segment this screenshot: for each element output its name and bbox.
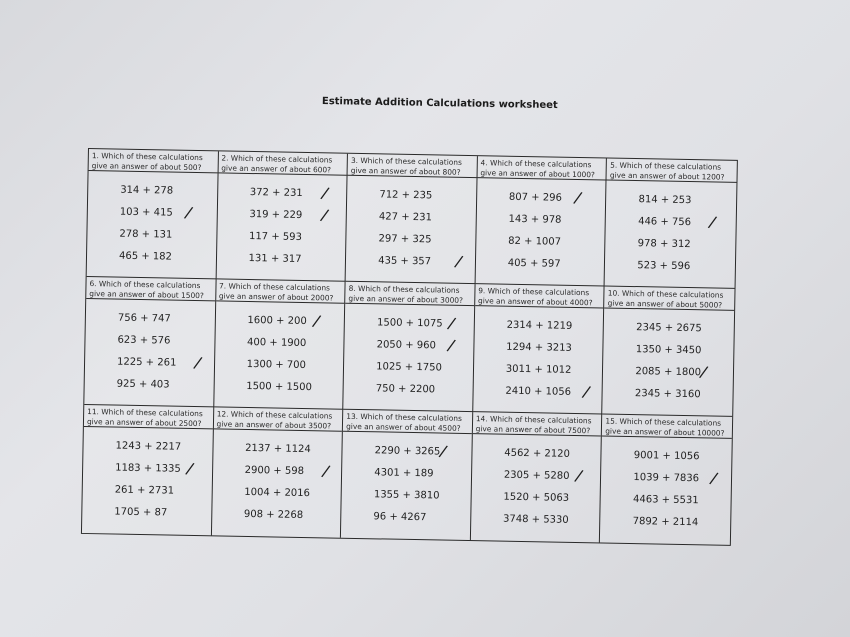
question-cell: [475, 156, 607, 286]
calculation-list: [346, 176, 476, 274]
question-cell: [82, 405, 214, 535]
calculation-text: 1350 + 3450: [635, 344, 702, 357]
calculation-list: [471, 434, 601, 532]
calculation-item: [347, 184, 476, 208]
calculation-list: [341, 432, 471, 530]
calculation-text: 2085 + 1800: [635, 366, 702, 379]
calculation-text: 2290 + 3265: [374, 445, 441, 458]
question-heading: [89, 149, 218, 173]
calculation-text: 1243 + 2217: [115, 440, 182, 453]
calculation-text: 2345 + 3160: [634, 388, 701, 401]
calculation-text: 405 + 597: [507, 257, 561, 270]
question-cell: [605, 159, 737, 289]
calculation-text: 297 + 325: [378, 233, 432, 246]
question-text: 13. Which of these calculations: [346, 411, 462, 423]
handwritten-tick-mark: /: [184, 458, 196, 479]
calculation-item: [83, 457, 212, 481]
handwritten-tick-mark: /: [572, 187, 584, 208]
calculation-item: [476, 208, 605, 232]
calculation-list: [84, 299, 214, 397]
calculation-item: [603, 360, 733, 384]
question-cell: [87, 149, 219, 279]
calculation-item: [342, 440, 471, 464]
calculation-text: 908 + 2268: [243, 508, 304, 522]
calculation-item: [346, 228, 475, 252]
calculation-text: 1300 + 700: [246, 358, 307, 372]
calculation-text: 1705 + 87: [114, 506, 168, 519]
question-heading: [605, 286, 735, 310]
calculation-text: 1225 + 261: [116, 356, 177, 369]
calculation-item: [601, 488, 731, 512]
calculation-item: [344, 378, 473, 402]
calculation-list: [605, 181, 736, 279]
calculation-item: [344, 334, 473, 358]
calculation-text: 756 + 747: [117, 312, 171, 325]
calculation-item: [83, 479, 212, 503]
handwritten-tick-mark: /: [453, 251, 465, 272]
calculation-text: 1500 + 1500: [246, 380, 312, 394]
calculation-item: [84, 373, 213, 397]
question-cell: [212, 407, 344, 537]
calculation-text: 2900 + 598: [244, 464, 305, 478]
calculation-item: [477, 186, 606, 210]
question-heading: [473, 412, 602, 436]
question-heading: [348, 154, 477, 178]
calculation-list: [473, 306, 603, 404]
question-heading: [345, 282, 474, 306]
question-heading: [607, 159, 737, 183]
handwritten-tick-mark: /: [446, 313, 458, 334]
calculation-text: 623 + 576: [117, 334, 171, 347]
question-text: 2. Which of these calculations: [221, 153, 333, 165]
calculation-item: [473, 380, 602, 404]
calculation-text: 4463 + 5531: [632, 494, 699, 507]
calculation-text: 96 + 4267: [373, 511, 427, 524]
calculation-item: [342, 462, 471, 486]
calculation-item: [474, 358, 603, 382]
calculation-item: [606, 189, 736, 213]
calculation-item: [606, 211, 736, 235]
calculation-item: [474, 314, 603, 338]
handwritten-tick-mark: /: [698, 361, 710, 382]
calculation-text: 523 + 596: [637, 260, 691, 273]
calculation-list: [87, 171, 217, 269]
question-text: 9. Which of these calculations: [478, 286, 590, 298]
question-text: give an answer of about 1000?: [480, 168, 595, 180]
calculation-text: 1025 + 1750: [376, 361, 442, 374]
question-text: give an answer of about 1500?: [89, 289, 204, 301]
calculation-item: [602, 444, 732, 468]
calculation-item: [213, 459, 342, 483]
calculation-item: [605, 255, 735, 279]
question-cell: [343, 282, 475, 412]
calculation-text: 2314 + 1219: [506, 319, 573, 332]
calculation-text: 1520 + 5063: [503, 491, 570, 504]
question-text: give an answer of about 1200?: [609, 170, 725, 182]
calculation-text: 712 + 235: [379, 189, 433, 202]
calculation-text: 1183 + 1335: [115, 462, 181, 475]
calculation-text: 435 + 357: [378, 255, 432, 268]
calculation-text: 1500 + 1075: [376, 317, 443, 330]
calculation-item: [87, 223, 216, 247]
calculation-text: 2345 + 2675: [636, 322, 702, 335]
calculation-item: [345, 312, 474, 336]
question-heading: [84, 405, 213, 429]
question-text: give an answer of about 3500?: [216, 419, 332, 431]
question-text: 10. Which of these calculations: [607, 288, 724, 300]
calculation-item: [600, 510, 730, 534]
calculation-item: [86, 307, 215, 331]
question-cell: [341, 410, 473, 540]
calculation-text: 4562 + 2120: [504, 447, 571, 460]
question-text: 5. Which of these calculations: [610, 160, 722, 172]
calculation-item: [212, 481, 341, 505]
calculation-item: [214, 353, 343, 377]
calculation-text: 1039 + 7836: [633, 472, 700, 485]
calculation-item: [472, 464, 601, 488]
handwritten-tick-mark: /: [707, 212, 719, 232]
calculation-text: 465 + 182: [118, 250, 173, 263]
calculation-text: 750 + 2200: [375, 383, 436, 396]
calculation-item: [217, 225, 346, 249]
calculation-text: 2305 + 5280: [503, 469, 570, 482]
question-text: 6. Which of these calculations: [89, 279, 201, 291]
question-text: 3. Which of these calculations: [350, 155, 462, 167]
calculation-item: [347, 206, 476, 230]
calculation-item: [215, 309, 344, 333]
question-heading: [213, 407, 342, 431]
calculation-text: 925 + 403: [116, 378, 170, 391]
question-text: 14. Which of these calculations: [475, 414, 592, 426]
question-heading: [218, 151, 347, 175]
calculation-item: [83, 435, 212, 459]
question-cell: [471, 412, 603, 542]
worksheet-title: Estimate Addition Calculations worksheet: [321, 96, 558, 112]
question-heading: [477, 156, 606, 180]
calculation-text: 117 + 593: [248, 230, 303, 243]
calculation-item: [471, 486, 600, 510]
question-cell: [600, 414, 732, 544]
calculation-item: [216, 247, 345, 271]
question-cell: [216, 151, 348, 281]
question-text: give an answer of about 4500?: [346, 421, 461, 433]
handwritten-tick-mark: /: [318, 205, 330, 225]
calculation-text: 1294 + 3213: [506, 341, 572, 354]
calculation-item: [476, 230, 605, 254]
calculation-item: [476, 252, 605, 276]
calculation-text: 2410 + 1056: [505, 385, 572, 398]
handwritten-tick-mark: /: [573, 465, 585, 486]
handwritten-tick-mark: /: [310, 310, 322, 331]
question-cell: [473, 284, 605, 414]
calculation-item: [214, 375, 343, 399]
question-heading: [86, 277, 215, 301]
question-heading: [343, 410, 472, 434]
question-text: 1. Which of these calculations: [91, 151, 203, 163]
calculation-text: 3011 + 1012: [505, 363, 572, 376]
calculation-text: 1600 + 200: [247, 314, 307, 328]
handwritten-tick-mark: /: [437, 441, 450, 461]
question-text: give an answer of about 600?: [221, 163, 332, 175]
question-text: 15. Which of these calculations: [605, 416, 722, 428]
calculation-list: [344, 304, 474, 402]
calculation-list: [476, 178, 606, 276]
calculation-list: [600, 436, 731, 534]
calculation-list: [214, 301, 344, 399]
calculation-item: [218, 181, 347, 205]
calculation-text: 1004 + 2016: [244, 486, 311, 500]
calculation-item: [88, 179, 217, 203]
calculation-item: [474, 336, 603, 360]
calculation-text: 7892 + 2114: [632, 516, 699, 529]
calculation-text: 131 + 317: [248, 252, 302, 265]
calculation-text: 427 + 231: [378, 211, 432, 224]
calculation-text: 278 + 131: [119, 228, 173, 241]
question-text: give an answer of about 4000?: [477, 296, 593, 308]
question-text: give an answer of about 3000?: [348, 293, 464, 305]
question-text: give an answer of about 800?: [350, 165, 461, 177]
question-text: 11. Which of these calculations: [87, 407, 203, 419]
question-text: 12. Which of these calculations: [216, 409, 333, 421]
question-text: give an answer of about 2000?: [218, 291, 334, 303]
calculation-item: [88, 201, 217, 225]
question-heading: [602, 414, 732, 438]
question-text: give an answer of about 500?: [91, 161, 202, 173]
handwritten-tick-mark: /: [319, 461, 332, 481]
calculation-item: [85, 329, 214, 353]
calculation-list: [82, 427, 212, 525]
calculation-text: 372 + 231: [249, 186, 303, 199]
calculation-item: [215, 331, 344, 355]
calculation-item: [87, 245, 216, 269]
calculation-item: [212, 503, 341, 527]
calculation-item: [472, 442, 601, 466]
question-cell: [346, 154, 478, 284]
question-grid: [81, 148, 738, 546]
calculation-item: [346, 250, 475, 274]
question-text: give an answer of about 2500?: [86, 417, 202, 429]
question-text: give an answer of about 7500?: [475, 424, 591, 436]
calculation-item: [341, 506, 470, 530]
calculation-text: 814 + 253: [638, 194, 692, 207]
calculation-item: [342, 484, 471, 508]
calculation-text: 2137 + 1124: [245, 442, 311, 456]
question-cell: [214, 279, 346, 409]
calculation-text: 1355 + 3810: [373, 489, 440, 502]
calculation-item: [604, 338, 734, 362]
calculation-item: [603, 382, 733, 406]
calculation-text: 82 + 1007: [508, 235, 562, 248]
calculation-list: [216, 173, 346, 271]
calculation-text: 3748 + 5330: [502, 513, 569, 526]
handwritten-tick-mark: /: [445, 335, 458, 356]
calculation-text: 4301 + 189: [374, 467, 434, 480]
handwritten-tick-mark: /: [708, 468, 720, 488]
calculation-text: 2050 + 960: [376, 339, 437, 352]
calculation-text: 400 + 1900: [246, 336, 307, 350]
calculation-item: [601, 466, 731, 490]
calculation-text: 143 + 978: [508, 213, 562, 226]
question-cell: [84, 277, 216, 407]
calculation-item: [344, 356, 473, 380]
handwritten-tick-mark: /: [192, 352, 204, 373]
calculation-text: 978 + 312: [637, 238, 691, 251]
question-text: 4. Which of these calculations: [480, 158, 592, 170]
handwritten-tick-mark: /: [319, 183, 331, 203]
calculation-text: 9001 + 1056: [633, 450, 700, 463]
handwritten-tick-mark: /: [183, 202, 195, 223]
calculation-item: [217, 203, 346, 227]
calculation-list: [212, 429, 342, 527]
calculation-item: [606, 233, 736, 257]
question-text: 8. Which of these calculations: [348, 283, 460, 295]
calculation-text: 807 + 296: [508, 191, 562, 204]
question-heading: [216, 279, 345, 303]
calculation-item: [604, 316, 734, 340]
question-heading: [475, 284, 604, 308]
question-text: give an answer of about 5000?: [607, 298, 723, 310]
calculation-item: [85, 351, 214, 375]
calculation-list: [603, 308, 734, 406]
calculation-text: 446 + 756: [638, 216, 692, 229]
calculation-item: [471, 508, 600, 532]
calculation-item: [213, 437, 342, 461]
calculation-text: 319 + 229: [249, 208, 303, 221]
handwritten-tick-mark: /: [580, 381, 592, 402]
calculation-text: 314 + 278: [120, 184, 174, 197]
question-cell: [603, 286, 735, 416]
calculation-text: 261 + 2731: [114, 484, 175, 497]
question-text: give an answer of about 10000?: [605, 426, 725, 438]
calculation-text: 103 + 415: [119, 206, 173, 219]
calculation-item: [82, 501, 211, 525]
question-text: 7. Which of these calculations: [219, 281, 331, 293]
